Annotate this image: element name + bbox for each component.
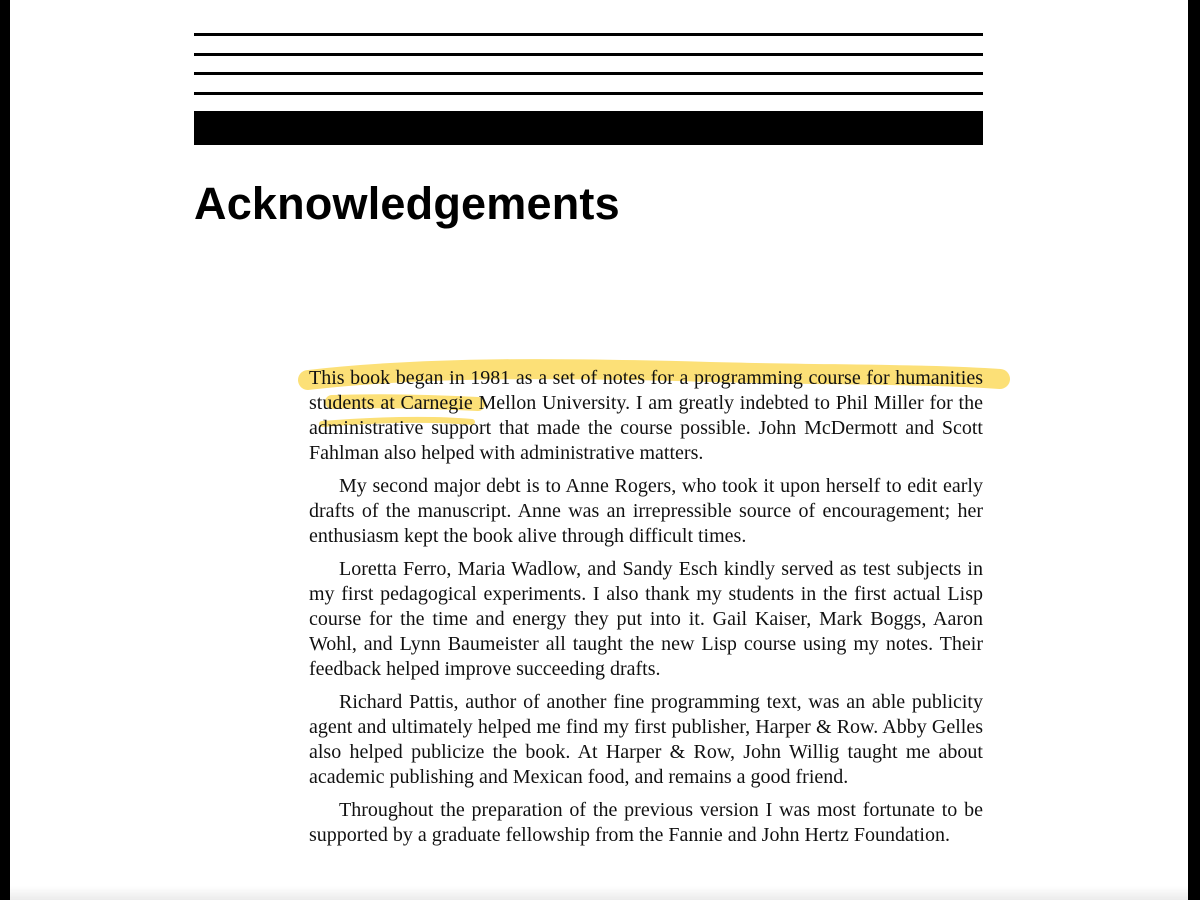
- paragraph-1: This book began in 1981 as a set of notes for a programming course for humanities students at Carnegie Mellon University. I am greatly indebted to Phil Miller for the administrative support that made the course possible. John McDermott and Scott Fahlman also helped with administrative matters.: [309, 367, 983, 464]
- header-rule-1: [194, 33, 983, 36]
- chapter-title: Acknowledgements: [194, 178, 620, 229]
- header-rule-3: [194, 72, 983, 75]
- paragraph-5: Throughout the preparation of the previous version I was most fortunate to be supported by a graduate fellowship from the Fannie and John Hertz Foundation.: [309, 799, 983, 846]
- acknowledgements-body: [309, 366, 983, 856]
- page-bottom-shadow: [10, 886, 1188, 900]
- header-rule-4: [194, 92, 983, 95]
- paragraph-2: My second major debt is to Anne Rogers, who took it upon herself to edit early drafts of the manuscript. Anne was an irrepressible source of encouragement; her enthusiasm kept the book alive through difficult times.: [309, 475, 983, 547]
- paragraph-3: Loretta Ferro, Maria Wadlow, and Sandy Esch kindly served as test subjects in my first pedagogical experiments. I also thank my students in the first actual Lisp course for the time and energy they put into it. Gail Kaiser, Mark Boggs, Aaron Wohl, and Lynn Baumeister all taught the new Lisp course using my notes. Their feedback helped improve succeeding drafts.: [309, 558, 983, 680]
- document-page: [10, 0, 1188, 900]
- paragraph-4: Richard Pattis, author of another fine programming text, was an able publicity agent and ultimately helped me find my first publisher, Harper & Row. Abby Gelles also helped publicize the book. At Harper & Row, John Willig taught me about academic publishing and Mexican food, and remains a good friend.: [309, 691, 983, 788]
- header-bar: [194, 111, 983, 145]
- header-rule-2: [194, 53, 983, 56]
